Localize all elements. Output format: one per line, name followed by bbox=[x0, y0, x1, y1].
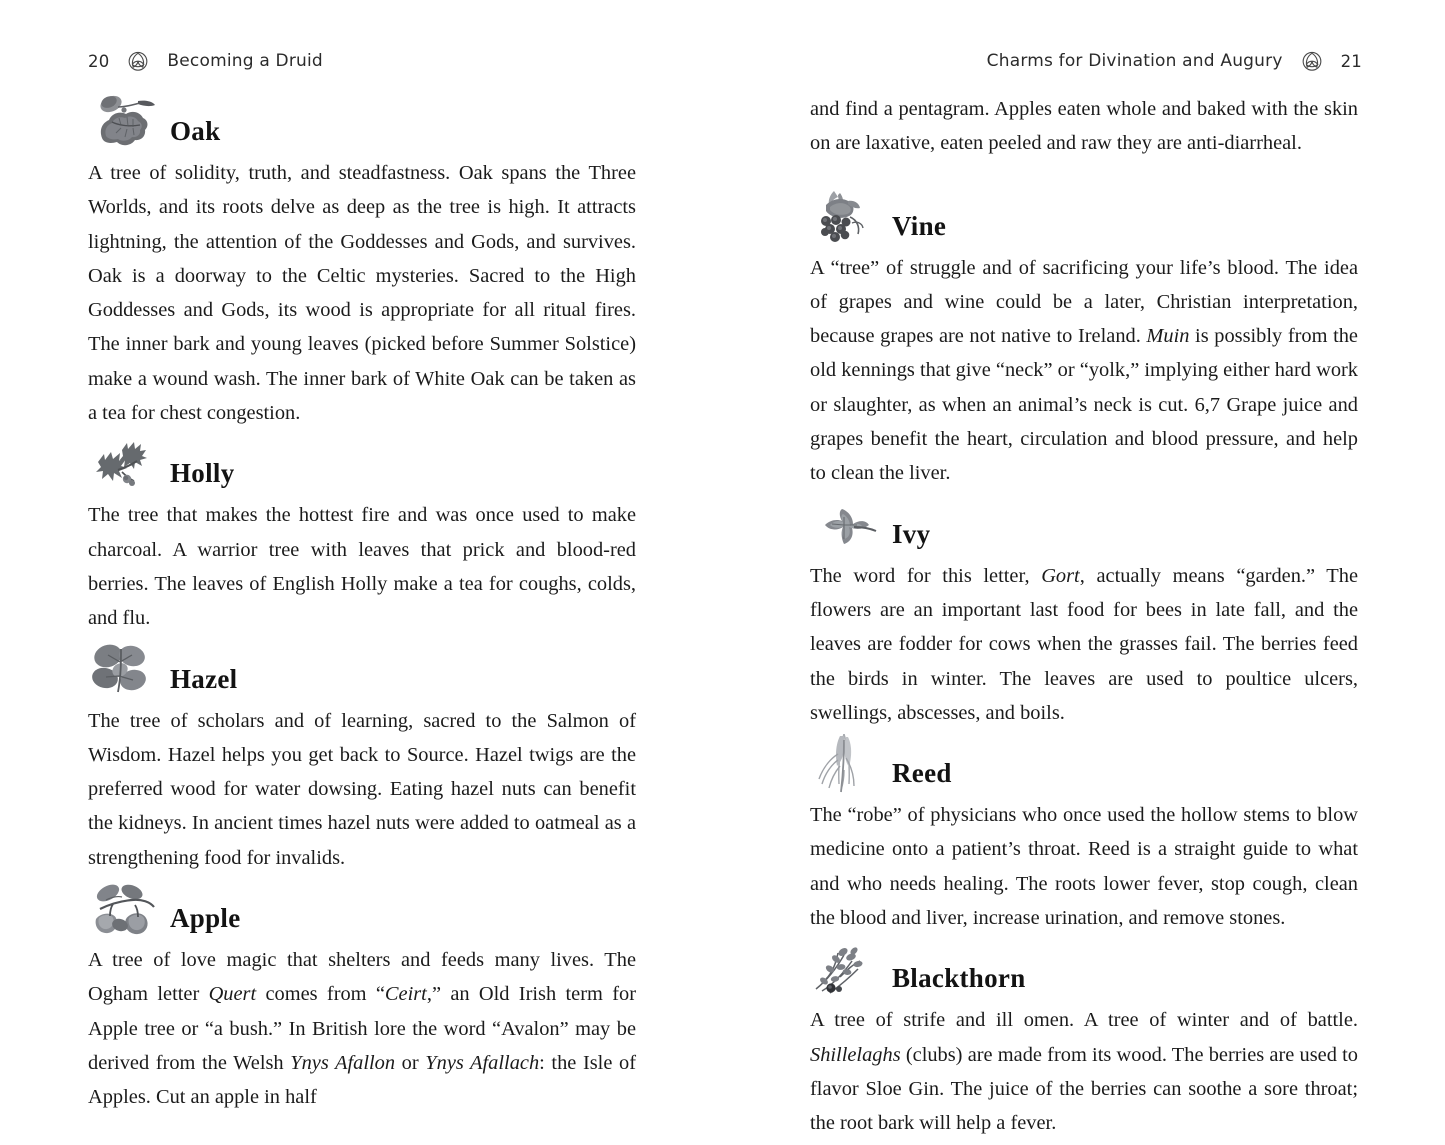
entry-title: Blackthorn bbox=[892, 963, 1026, 994]
entry-reed bbox=[810, 734, 1358, 935]
holly-leaf-berry-icon bbox=[88, 434, 170, 496]
entry-hazel bbox=[88, 640, 636, 875]
entry-title: Apple bbox=[170, 903, 241, 934]
entry-heading-blackthorn bbox=[810, 939, 1358, 1001]
running-head-title-right: Charms for Divination and Augury bbox=[986, 51, 1283, 71]
entry-ivy bbox=[810, 495, 1358, 730]
entry-heading-vine bbox=[810, 187, 1358, 249]
entry-heading-reed bbox=[810, 734, 1358, 796]
entry-title: Holly bbox=[170, 458, 235, 489]
running-head-title-left: Becoming a Druid bbox=[167, 51, 323, 71]
folio-left: 20 bbox=[88, 51, 110, 71]
entry-heading-apple bbox=[88, 879, 636, 941]
entry-paragraph: A “tree” of struggle and of sacrificing your life’s blood. The idea of grapes and wine could be a later, Christian interpretation, because grapes are not native to Ireland. Muin is possibly from the old kennings that give “neck” or “yolk,” implying either hard work or slaughter, as when an animal’s neck is cut. 6,7 Grape juice and grapes benefit the heart, circulation and blood pressure, and help to clean the liver. bbox=[810, 256, 1358, 485]
entry-paragraph: A tree of solidity, truth, and steadfastness. Oak spans the Three Worlds, and its roots delve as deep as the tree is high. It attracts lightning, the attention of the Goddesses and Gods, and survives. Oak is a doorway to the Celtic mysteries. Sacred to the High Goddesses and Gods, its wood is appropriate for all ritual fires. The inner bark and young leaves (picked before Summer Solstice) make a wound wash. The inner bark of White Oak can be taken as a tea for chest congestion. bbox=[88, 162, 636, 425]
entry-paragraph: The tree that makes the hottest fire and was once used to make charcoal. A warrior tree with leaves that prick and blood-red berries. The leaves of English Holly make a tea for coughs, colds, and flu. bbox=[88, 504, 636, 630]
ivy-leaf-icon bbox=[810, 495, 892, 557]
grape-vine-icon bbox=[810, 187, 892, 249]
entry-blackthorn bbox=[810, 939, 1358, 1140]
entry-heading-oak bbox=[88, 92, 636, 154]
entry-paragraph: The “robe” of physicians who once used the hollow stems to blow medicine onto a patient’s throat. Reed is a straight guide to what and who needs healing. The roots lower fever, stop cough, clean the blood and liver, increase urination, and remove stones. bbox=[810, 804, 1358, 930]
entry-apple bbox=[88, 879, 636, 1114]
entry-title: Ivy bbox=[892, 518, 931, 549]
running-head-left bbox=[88, 47, 323, 75]
entry-paragraph: A tree of strife and ill omen. A tree of winter and of battle. Shillelaghs (clubs) are made from its wood. The berries are used to flavor Sloe Gin. The juice of the berries can soothe a sore throat; the root bark will help a fever. bbox=[810, 1009, 1358, 1135]
blackthorn-branch-icon bbox=[810, 939, 892, 1001]
left-column bbox=[88, 92, 636, 1119]
oak-leaf-acorn-icon bbox=[88, 92, 170, 154]
hazel-leaf-icon bbox=[88, 640, 170, 702]
entry-oak bbox=[88, 92, 636, 430]
entry-heading-hazel bbox=[88, 640, 636, 702]
folio-right: 21 bbox=[1340, 51, 1362, 71]
triquetra-icon bbox=[125, 48, 151, 74]
reed-stalk-icon bbox=[810, 734, 892, 796]
entry-holly bbox=[88, 434, 636, 635]
entry-title: Hazel bbox=[170, 663, 238, 694]
triquetra-icon bbox=[1299, 48, 1325, 74]
right-column bbox=[810, 92, 1358, 1145]
entry-paragraph: The word for this letter, Gort, actually means “garden.” The flowers are an important last food for bees in late fall, and the leaves are fodder for cows when the grasses fail. The berries feed the birds in winter. The leaves are used to poultice ulcers, swellings, abscesses, and boils. bbox=[810, 564, 1359, 724]
entry-heading-ivy bbox=[810, 495, 1358, 557]
entry-vine bbox=[810, 187, 1358, 491]
entry-paragraph: A tree of love magic that shelters and feeds many lives. The Ogham letter Quert comes from “Ceirt,” an Old Irish term for Apple tree or “a bush.” In British lore the word “Avalon” may be derived from the Welsh Ynys Afallon or Ynys Afallach: the Isle of Apples. Cut an apple in half bbox=[88, 949, 636, 1109]
entry-paragraph: The tree of scholars and of learning, sacred to the Salmon of Wisdom. Hazel helps you get back to Source. Hazel twigs are the preferred wood for water dowsing. Eating hazel nuts can benefit the kidneys. In ancient times hazel nuts were added to oatmeal as a strengthening food for invalids. bbox=[88, 709, 636, 869]
entry-title: Reed bbox=[892, 758, 952, 789]
continued-paragraph: and find a pentagram. Apples eaten whole and baked with the skin on are laxative, eaten peeled and raw they are anti-diarrheal. bbox=[810, 98, 1358, 155]
entry-title: Oak bbox=[170, 116, 221, 146]
apple-branch-icon bbox=[88, 879, 170, 941]
entry-heading-holly bbox=[88, 434, 636, 496]
entry-title: Vine bbox=[892, 210, 947, 241]
running-head-right bbox=[987, 47, 1362, 75]
